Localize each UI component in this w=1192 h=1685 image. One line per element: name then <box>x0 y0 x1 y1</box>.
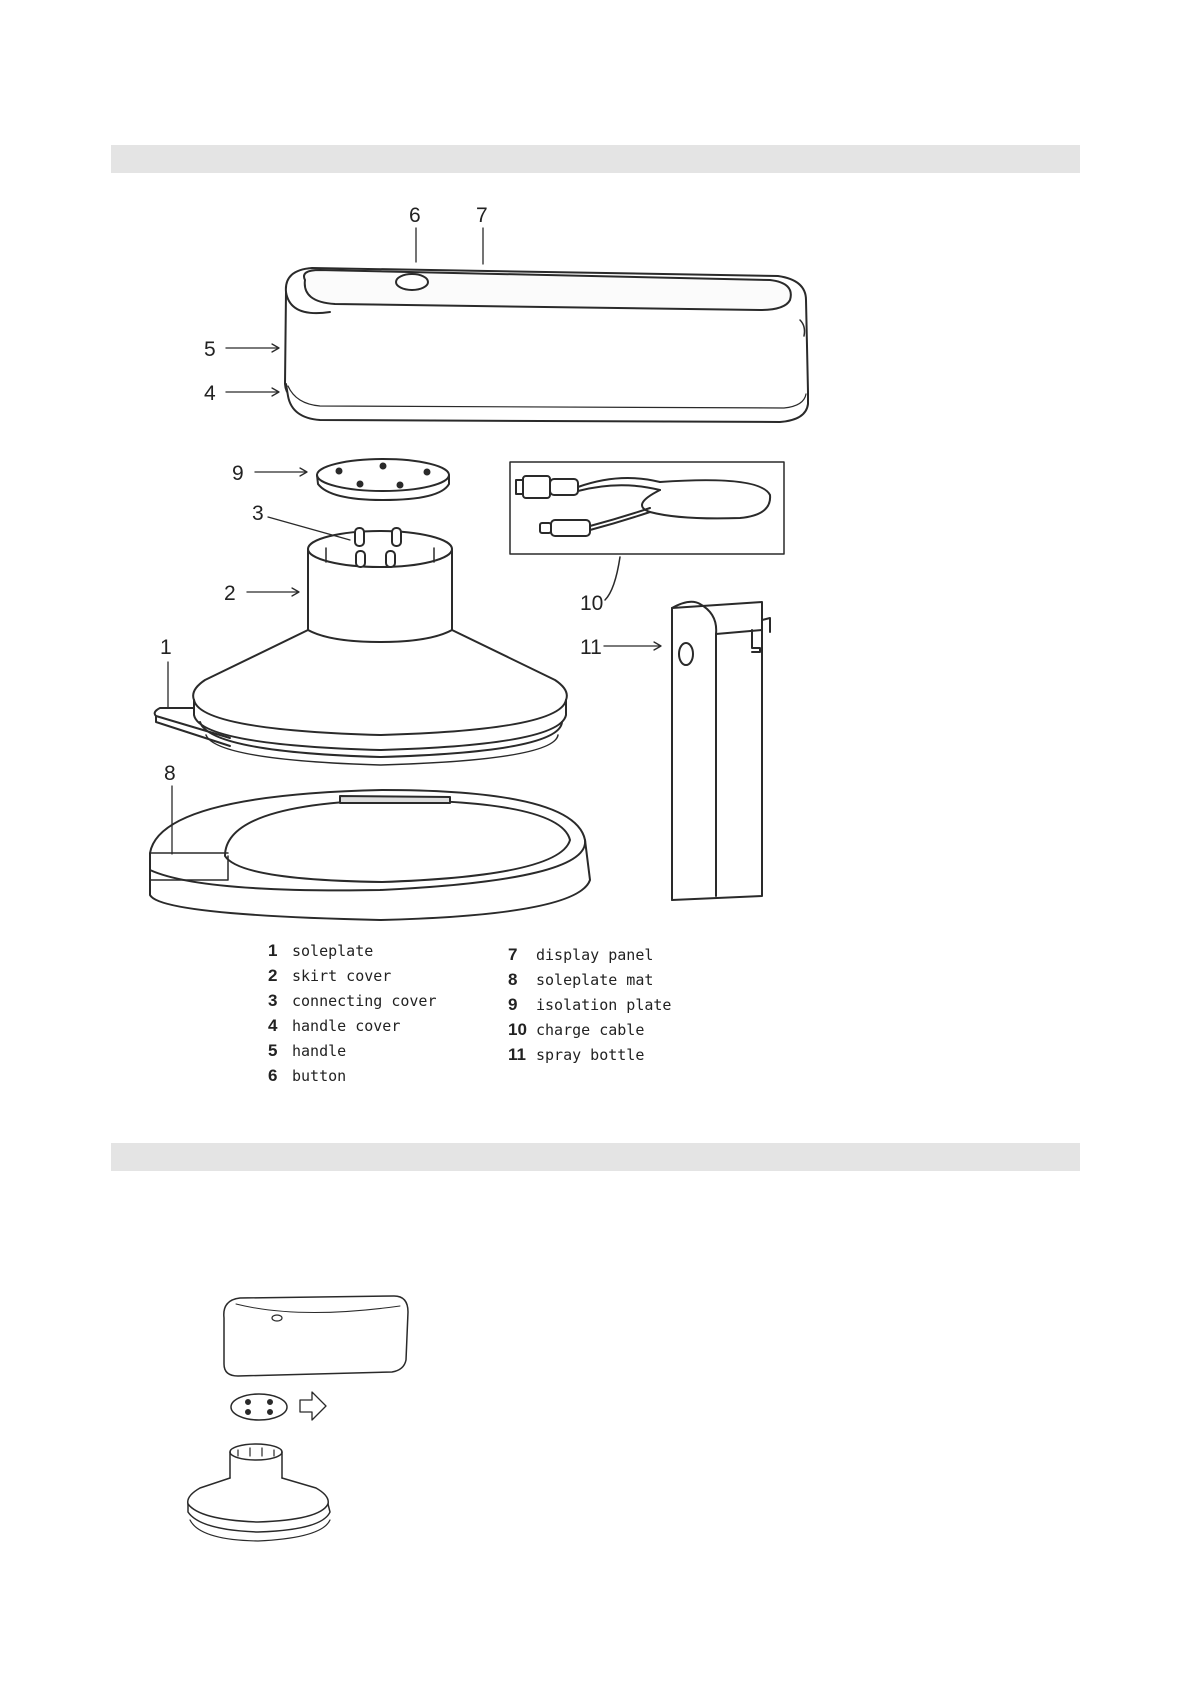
callout-10: 10 <box>580 592 604 615</box>
parts-legend-right <box>508 942 671 1067</box>
handle-part <box>285 268 808 422</box>
legend-item: 11 spray bottle <box>508 1045 645 1064</box>
assembly-illustration <box>188 1296 408 1541</box>
charge-cable-part <box>510 462 784 600</box>
legend-item: 6 button <box>268 1066 347 1085</box>
callout-7: 7 <box>476 204 488 227</box>
legend-item: 9 isolation plate <box>508 995 672 1014</box>
legend-item: 2 skirt cover <box>268 966 392 985</box>
legend-item: 10 charge cable <box>508 1020 645 1039</box>
legend-item: 8 soleplate mat <box>508 970 654 989</box>
soleplate-mat-part <box>150 790 590 920</box>
isolation-plate-part <box>317 459 449 500</box>
legend-item: 4 handle cover <box>268 1016 401 1035</box>
callout-11: 11 <box>580 636 602 659</box>
callout-6: 6 <box>409 204 421 227</box>
callout-4: 4 <box>204 382 216 405</box>
callout-2: 2 <box>224 582 236 605</box>
soleplate-part <box>155 700 566 765</box>
legend-item: 7 display panel <box>508 945 654 964</box>
legend-item: 1 soleplate <box>268 941 374 960</box>
legend-item: 5 handle <box>268 1041 347 1060</box>
callout-3: 3 <box>252 502 264 525</box>
legend-item: 3 connecting cover <box>268 991 437 1010</box>
callout-9: 9 <box>232 462 244 485</box>
spray-bottle-part <box>672 602 770 900</box>
callout-8: 8 <box>164 762 176 785</box>
callout-5: 5 <box>204 338 216 361</box>
callout-1: 1 <box>160 636 172 659</box>
parts-legend-left <box>268 938 437 1088</box>
